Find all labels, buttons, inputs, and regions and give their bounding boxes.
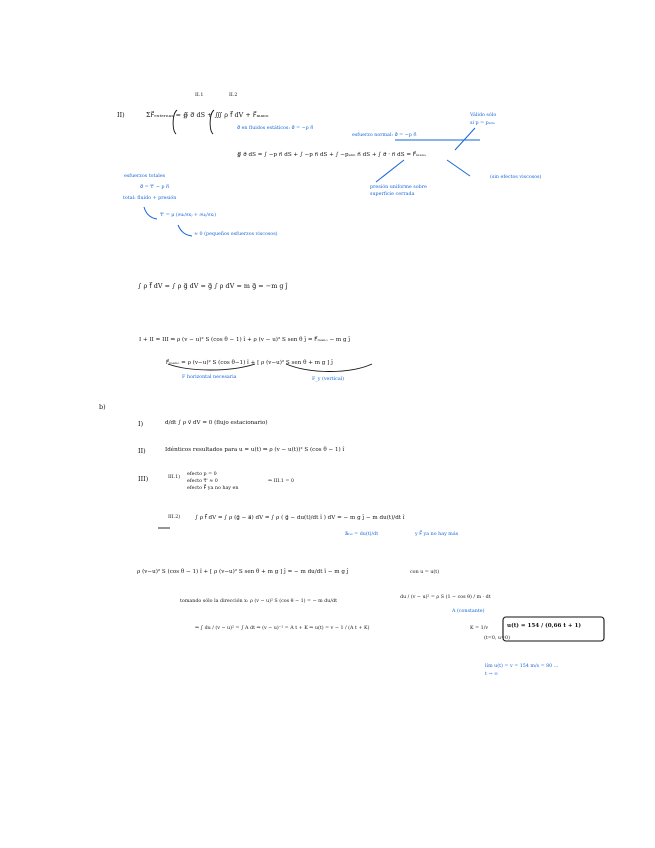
III1-line3: efecto F⃗ ya no hay en bbox=[187, 486, 239, 491]
blue-hook-2 bbox=[178, 225, 192, 236]
note-tau-def: σ⃗ = τ⃗' − p n⃗ bbox=[140, 185, 170, 190]
note-Fy: F_y (vertical) bbox=[312, 377, 345, 382]
note-stress-left: esfuerzos totales bbox=[124, 174, 166, 179]
equation-Fmano: F⃗ₘₐₙₒ = ρ (v−u)² S (cos θ−1) î + [ ρ (v−u)² S sen θ + m g ] ĵ bbox=[166, 360, 333, 366]
note-t0: (t=0, u=0) bbox=[484, 636, 510, 641]
equation-combined: ρ (v−u)² S (cos θ − 1) î + [ ρ (v−u)² S sen θ + m g ] ĵ = − m du/dt î − m g ĵ bbox=[137, 569, 349, 575]
equation-II2: ∫ ρ f⃗ dV = ∫ ρ g⃗ dV = g⃗ ∫ ρ dV = m g⃗ = −m g ĵ bbox=[138, 282, 288, 290]
note-no-viscous: ≈ 0 (pequeños esfuerzos viscosos) bbox=[194, 232, 278, 237]
III1-line1: efecto p = 0 bbox=[187, 472, 217, 477]
blue-arrow-viscous bbox=[447, 160, 470, 176]
note-fluid-static: σ⃗ en fluidos estáticos: σ⃗ = −p n⃗ bbox=[237, 126, 314, 131]
equation-III2: ∫ ρ f⃗ dV = ∫ ρ (g⃗ − a⃗) dV = ∫ ρ ( g⃗ − du(t)/dt î ) dV = − m g ĵ − m du(t)/dt î bbox=[195, 515, 405, 521]
boxed-result: u(t) = 154 / (0,66 t + 1) bbox=[507, 623, 582, 629]
equation-integrate: ⇒ ∫ du / (v − u)² = ∫ A dt ⇒ (v − u)⁻¹ = A t + K ⇒ u(t) = v − 1 / (A t + K) bbox=[195, 626, 370, 631]
note-no-force: y F⃗ ya no hay más bbox=[415, 532, 459, 537]
blue-arrow-uniform bbox=[376, 160, 404, 182]
equation-II-b: Idénticos resultados para u = u(t) ⇒ ρ (v − u(t))² S (cos θ − 1) î bbox=[165, 447, 345, 453]
note-Fx: F horizontal necesaria bbox=[182, 375, 237, 380]
note-K: K = 1/v bbox=[470, 626, 489, 631]
limit-sub: t → ∞ bbox=[485, 672, 498, 677]
label-II-b: II) bbox=[138, 447, 146, 455]
equation-sum-forces: ΣF⃗ₑₓₜₑᵣₙₐₛ = ∯ σ⃗ dS + ∭ ρ f⃗ dV + F⃗ₘₐₙₒ bbox=[146, 111, 269, 119]
tag-II2: II.2 bbox=[229, 93, 238, 98]
note-viscous: (sin efectos viscosos) bbox=[490, 175, 542, 180]
note-p-atm: si p = pₐₜₘ bbox=[470, 121, 495, 126]
tag-II1: II.1 bbox=[195, 93, 204, 98]
equation-direction-x: tomando sólo la dirección x: ρ (v − u)² S (cos θ − 1) = − m du/dt bbox=[180, 599, 337, 604]
blue-arrow-atm bbox=[455, 128, 475, 150]
III2-tag: III.2) bbox=[168, 515, 181, 520]
note-A: A (constante) bbox=[452, 609, 485, 614]
equation-sum: I + II = III ⇒ ρ (v − u)² S (cos θ − 1) î + ρ (v − u)² S sen θ ĵ = F⃗ₘₐₙₒ − m g ĵ bbox=[139, 337, 351, 343]
limit-result: lím u(t) = v = 154 m/s = 80 … bbox=[485, 664, 559, 669]
note-tau-viscous: τ⃗' = μ (∂uᵢ/∂xⱼ + ∂uⱼ/∂xᵢ) bbox=[160, 213, 216, 218]
label-I: I) bbox=[138, 420, 144, 428]
note-uniform-pressure: presión uniforme sobre superficie cerrada bbox=[370, 185, 427, 198]
note-atm-right: Válido sólo bbox=[470, 113, 497, 118]
label-III: III) bbox=[138, 475, 149, 483]
label-b: b) bbox=[99, 403, 106, 411]
note-normal-stress: esfuerzo normal: σ⃗ = −p n⃗ bbox=[352, 133, 417, 138]
III1-tag: III.1) bbox=[168, 475, 181, 480]
note-u-of-t: con u = u(t) bbox=[410, 570, 440, 575]
III1-line2: efecto τ⃗' ≈ 0 bbox=[187, 479, 218, 484]
label-II: II) bbox=[117, 111, 125, 119]
equation-II1: ∯ σ⃗ dS = ∫ −p n⃗ dS + ∫ −p n⃗ dS + ∫ −pₐₜₘ n⃗ dS + ∫ σ⃗ · n⃗ dS = F⃗ₘₐₙₒ bbox=[237, 152, 427, 158]
equation-I: d/dt ∫ ρ v⃗ dV = 0 (flujo estacionario) bbox=[165, 420, 268, 426]
blue-hook-1 bbox=[144, 207, 157, 219]
note-viscous-stress: total: fluido + presión bbox=[123, 196, 177, 201]
note-arel: a⃗ᵣₑₗ = du(t)/dt bbox=[345, 532, 379, 537]
III1-result: ⇒ III.1 = 0 bbox=[268, 479, 294, 484]
equation-separated: du / (v − u)² = ρ S (1 − cos θ) / m · dt bbox=[400, 595, 491, 600]
